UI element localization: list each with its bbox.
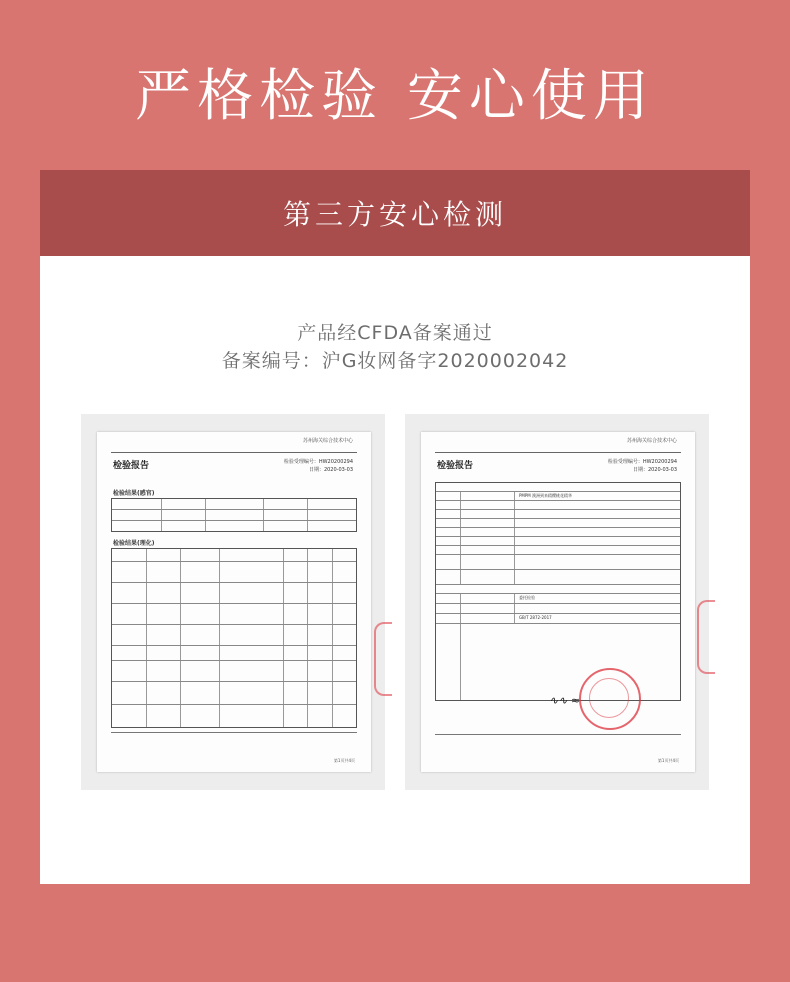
inspection-card (40, 170, 750, 884)
check-type: 委托检验 (518, 595, 535, 600)
table-row (436, 519, 680, 528)
report-org: 苏州海关综合技术中心 (302, 438, 353, 444)
report-meta (284, 458, 353, 474)
report-footnote (111, 732, 357, 747)
banner-title: 第三方安心检测 (282, 198, 507, 231)
table-row (112, 604, 356, 625)
report-number: 检验受理编号：HW20200294 (607, 459, 677, 465)
table-row (436, 492, 680, 501)
sensory-section-title: 检验结果(感官) (113, 490, 155, 497)
physchem-section-title: 检验结果(理化) (113, 540, 155, 547)
report-paper (97, 432, 371, 772)
physchem-table (111, 548, 357, 728)
table-row (436, 624, 680, 700)
page-number: 第1页共4页 (657, 758, 679, 763)
report-org: 苏州海关综合技术中心 (626, 438, 677, 444)
report-date: 日期：2020-03-03 (632, 467, 677, 473)
report-number: 检验受理编号：HW20200294 (283, 459, 353, 465)
report-title: 检验报告 (113, 461, 150, 471)
test-standard: GB/T 2872-2017 (518, 615, 552, 620)
table-row (112, 583, 356, 604)
table-row (112, 510, 356, 521)
sensory-table (111, 498, 357, 532)
header-rule (435, 452, 681, 453)
table-row (112, 625, 356, 646)
table-row (436, 510, 680, 519)
sample-name: PMPM 澳洲到来精樱桃花精华 (518, 493, 572, 498)
table-row (436, 501, 680, 510)
side-seal-icon (374, 622, 392, 696)
signature: ∿∿ ≈ (549, 694, 581, 707)
table-row (436, 594, 680, 604)
table-row (436, 537, 680, 546)
inspection-report-image-2 (405, 414, 709, 790)
table-row (112, 562, 356, 583)
official-seal-icon (579, 668, 641, 730)
filing-number-text: 备案编号：沪G妆网备字2020002042 (221, 350, 569, 372)
table-row (112, 682, 356, 705)
table-row (436, 546, 680, 555)
table-row (436, 555, 680, 570)
report-footnote (435, 734, 681, 749)
page-number: 第1页共4页 (333, 758, 355, 763)
table-row (112, 661, 356, 682)
sample-info-table (435, 482, 681, 701)
table-row (436, 604, 680, 614)
table-row (112, 646, 356, 661)
table-row (112, 705, 356, 727)
table-row (436, 483, 680, 492)
hero-title: 严格检验 安心使用 (135, 64, 655, 129)
inspection-report-image-1 (81, 414, 385, 790)
table-row (436, 614, 680, 624)
report-paper (421, 432, 695, 772)
report-date: 日期：2020-03-03 (308, 467, 353, 473)
report-meta (608, 458, 677, 474)
table-row (112, 499, 356, 510)
table-row (112, 549, 356, 562)
table-row (436, 585, 680, 594)
report-title: 检验报告 (437, 461, 474, 471)
table-row (112, 521, 356, 531)
section-banner (40, 170, 750, 256)
table-row (436, 528, 680, 537)
table-row (436, 570, 680, 585)
cfda-filing-text: 产品经CFDA备案通过 (297, 322, 493, 344)
header-rule (111, 452, 357, 453)
side-seal-icon (697, 600, 715, 674)
